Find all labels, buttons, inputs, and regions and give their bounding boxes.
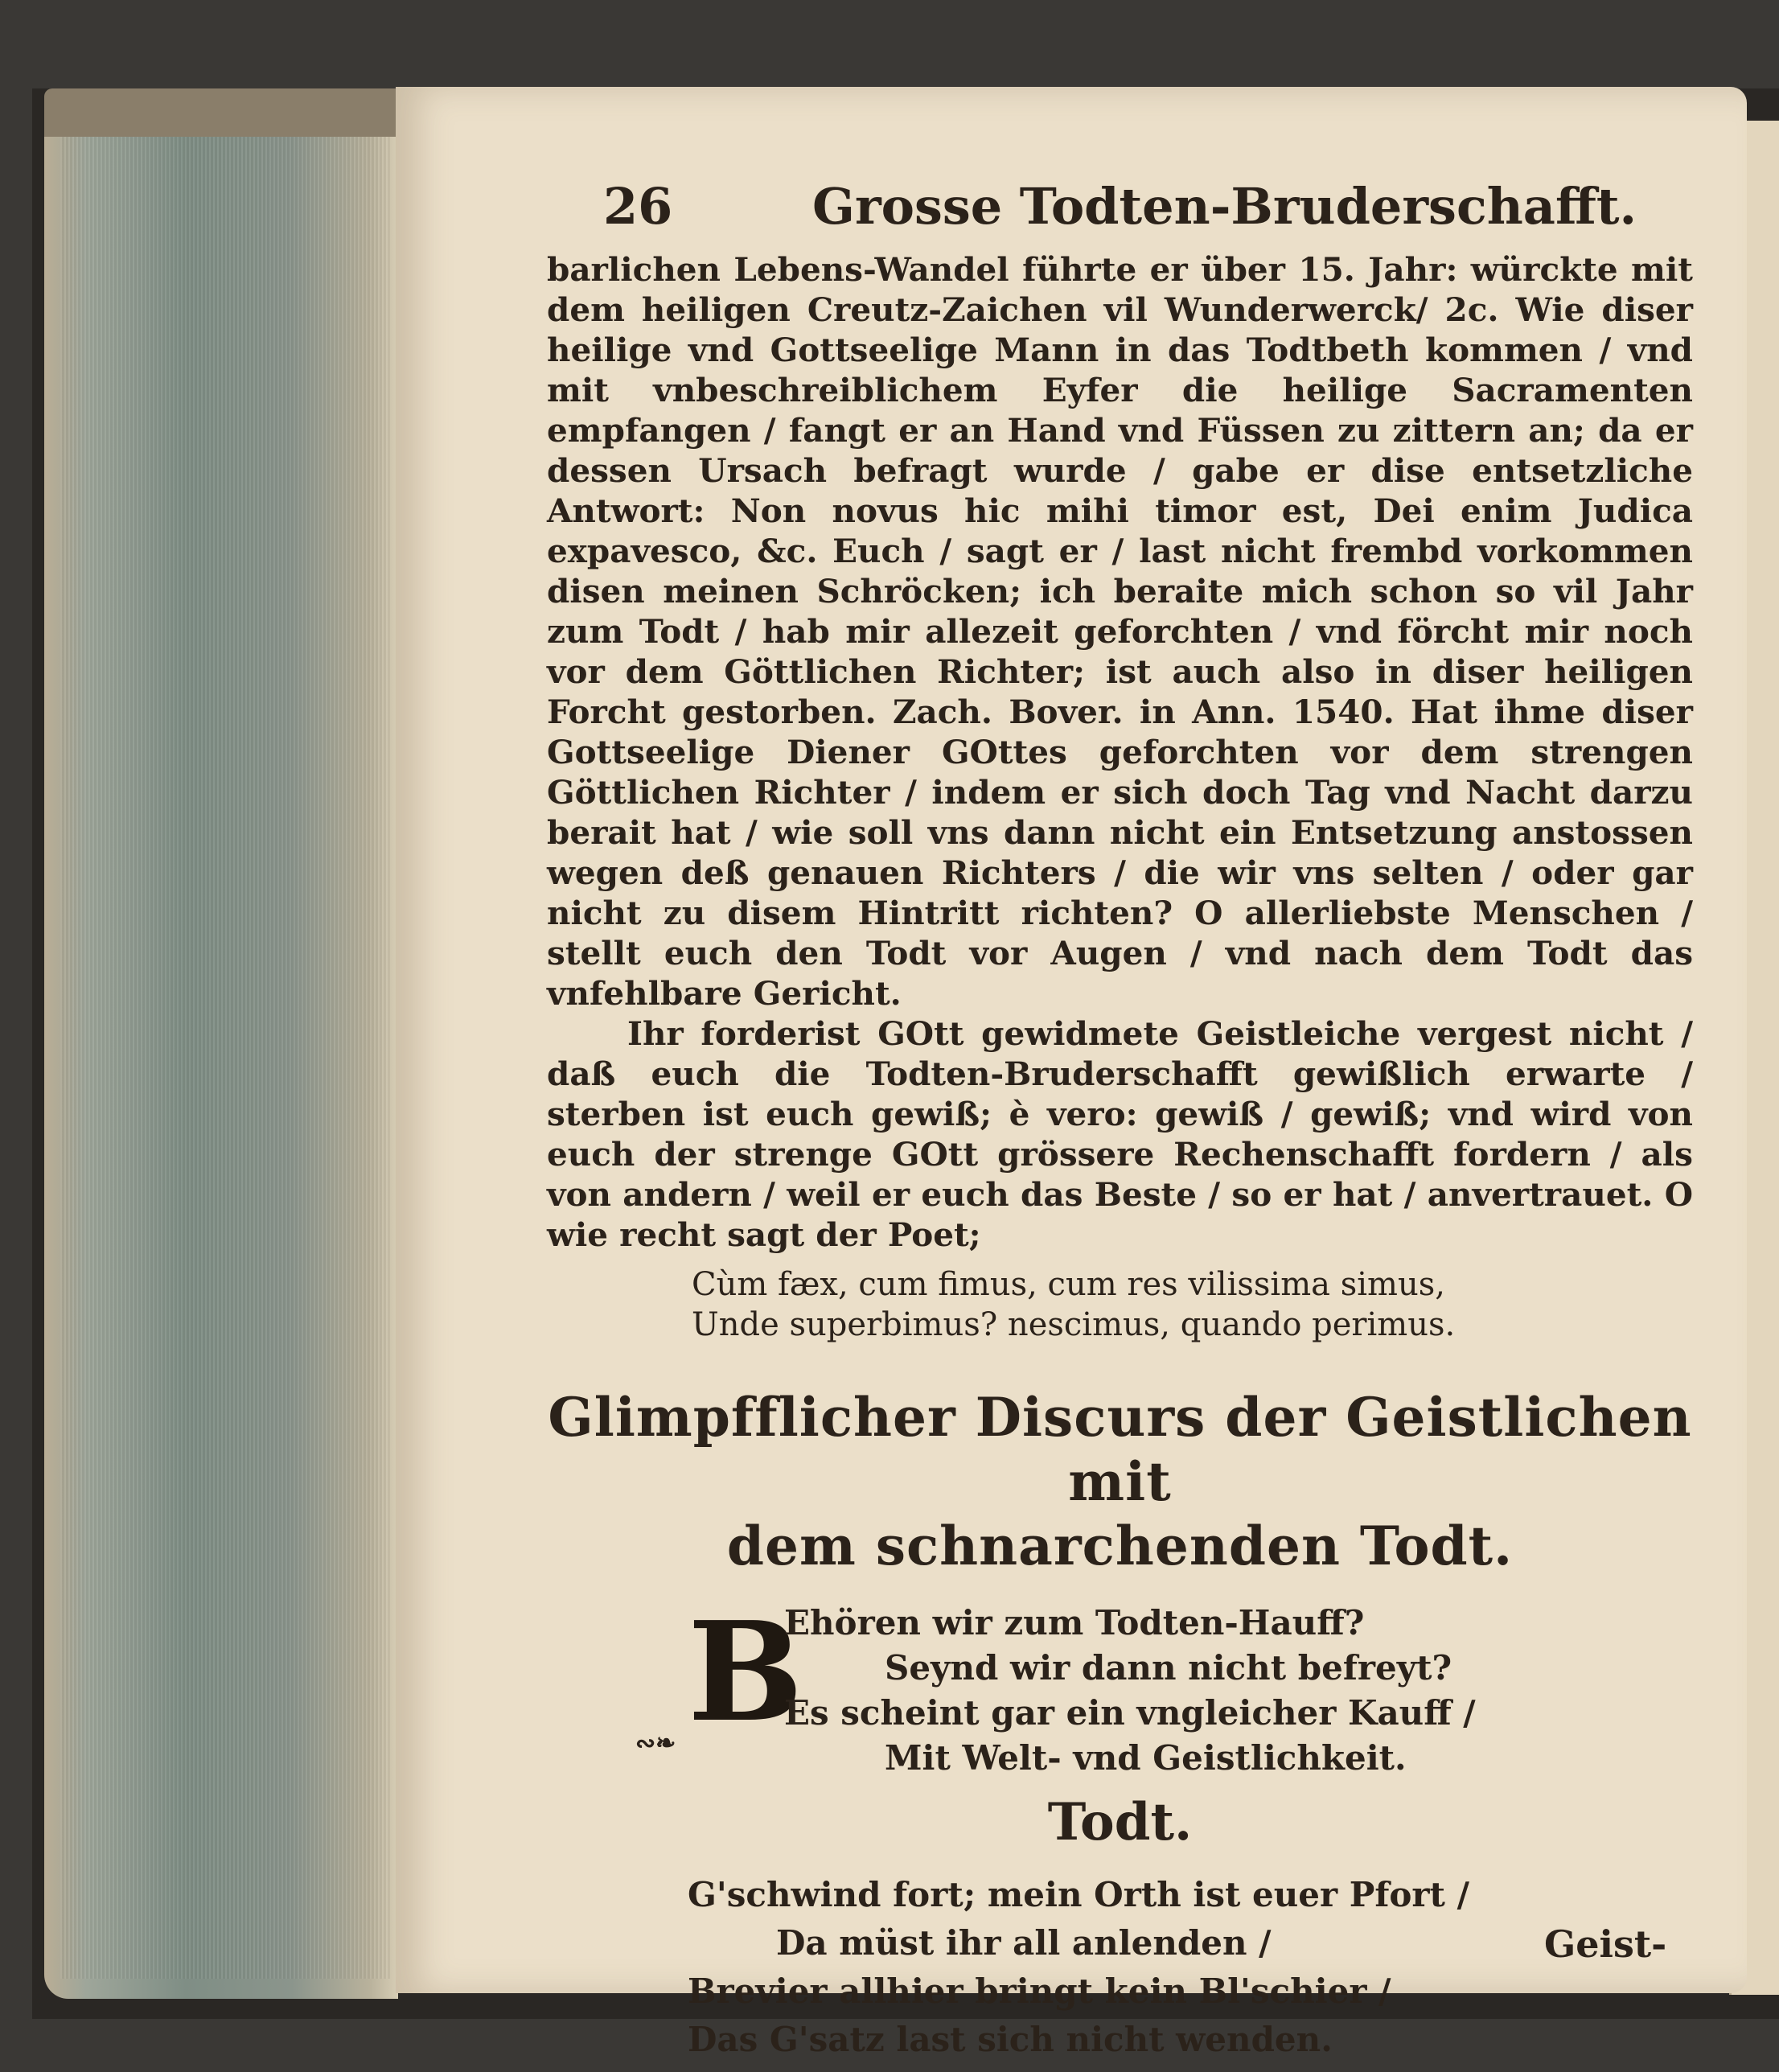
poem-stanza-clergy — [547, 1592, 1693, 1787]
section-heading-line-2: dem schnarchenden Todt. — [726, 1515, 1514, 1577]
poem-line: G'schwind fort; mein Orth ist euer Pfort / — [688, 1875, 1469, 1914]
section-heading-line-1: Glimpfflicher Discurs der Geistlichen mit — [548, 1386, 1692, 1513]
page-number: 26 — [603, 177, 673, 236]
latin-verse-line: Cùm fæx, cum fimus, cum res vilissima simus, — [692, 1266, 1445, 1303]
poem-line: Es scheint gar ein vngleicher Kauff / — [784, 1693, 1476, 1733]
poem-line: Brevier allhier bringt kein Bl'schier / — [688, 1971, 1391, 2011]
poem-stanza-death — [547, 1871, 1693, 2072]
body-paragraph-1: barlichen Lebens-Wandel führte er über 15. Jahr: würckte mit dem heiligen Creutz-Zaichen vil Wunderwerck/ 2c. Wie diser heilige vnd Gottseelige Mann in das Todtbeth kommen / vnd mit vnbeschreiblichem Eyfer die heilige Sacramenten empfangen / fangt er an Hand vnd Füssen zu zittern an; da er dessen Ursach befragt wurde / gabe er dise entsetzliche Antwort: Non novus hic mihi timor est, Dei enim Judica expavesco, &c. Euch / sagt er / last nicht frembd vorkommen disen meinen Schröcken; ich beraite mich schon so vil Jahr zum Todt / hab mir allezeit geforchten / vnd förcht mir noch vor dem Göttlichen Richter; ist auch also in diser heiligen Forcht gestorben. Zach. Bover. in Ann. 1540. Hat ihme diser Gottseelige Diener GOttes geforchten vor dem strengen Göttlichen Richter / indem er sich doch Tag vnd Nacht darzu berait hat / wie soll vns dann nicht ein Entsetzung anstossen wegen deß genauen Richters / die wir vns selten / oder gar nicht zu disem Hintritt richten? O allerliebste Menschen / stellt euch den Todt vor Augen / vnd nach dem Todt das vnfehlbare Gericht. — [547, 250, 1693, 1013]
decorated-initial: B — [688, 1592, 803, 1753]
page-content — [547, 169, 1693, 2072]
poem-line: Da müst ihr all anlenden / — [776, 1923, 1272, 1963]
running-title: Grosse Todten-Bruderschafft. — [812, 177, 1637, 236]
catchword: Geist- — [1544, 1922, 1667, 1966]
poem-line: Ehören wir zum Todten-Hauff? — [784, 1603, 1365, 1642]
initial-flourish: ∾❧ — [635, 1729, 676, 1758]
poem-line: Seynd wir dann nicht befreyt? — [885, 1648, 1452, 1688]
body-paragraph-2: Ihr forderist GOtt gewidmete Geistleiche vergest nicht / daß euch die Todten-Bruderschafft gewißlich erwarte / sterben ist euch gewiß; è vero: gewiß / gewiß; vnd wird von euch der strenge GOtt grössere Rechenschafft fordern / als von andern / weil er euch das Beste / so er hat / anvertrauet. O wie recht sagt der Poet; — [547, 1014, 1693, 1254]
page-edges-texture — [60, 129, 390, 1979]
section-heading — [547, 1385, 1693, 1578]
page-header — [547, 169, 1693, 249]
poem-line: Das G'satz last sich nicht wenden. — [688, 2020, 1333, 2059]
speaker-label: Todt. — [1047, 1792, 1193, 1852]
book-cover-edge — [44, 88, 406, 137]
poem-line: Mit Welt- vnd Geistlichkeit. — [885, 1738, 1407, 1778]
latin-verse-line: Unde superbimus? nescimus, quando perimus. — [692, 1306, 1456, 1343]
latin-verse — [547, 1264, 1693, 1345]
